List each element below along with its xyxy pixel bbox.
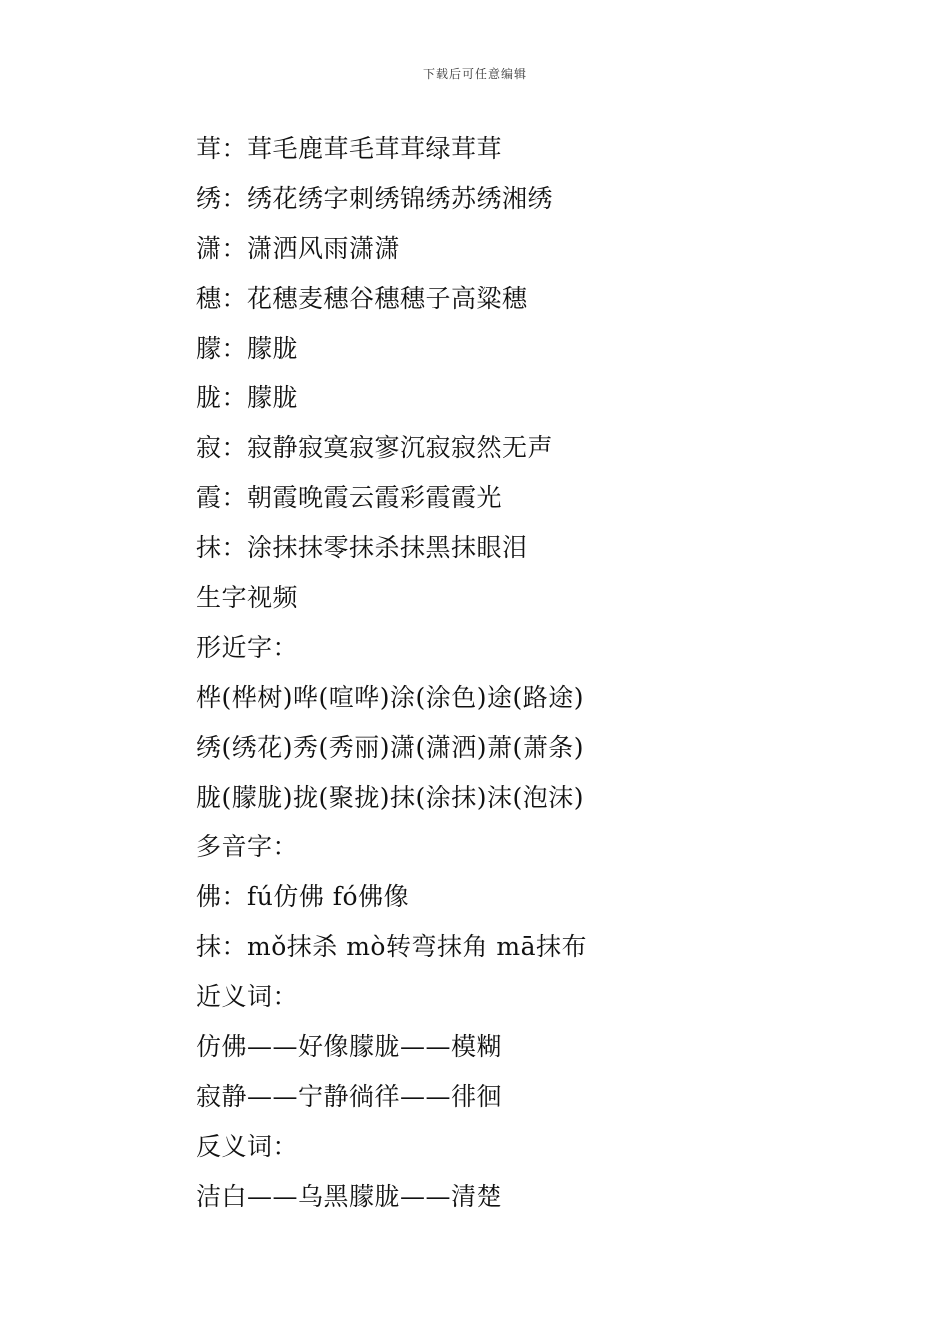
section-heading-polyphones: 多音字： [196,832,299,862]
document-body [196,124,896,1222]
similar-chars-line: 绣(绣花)秀(秀丽)潇(潇洒)萧(萧条) [196,732,585,762]
synonym-line: 仿佛——好像朦胧——模糊 [196,1032,503,1062]
antonym-line: 洁白——乌黑朦胧——清楚 [196,1181,503,1211]
section-heading-antonyms: 反义词： [196,1131,299,1161]
synonym-line: 寂静——宁静徜徉——徘徊 [196,1081,503,1111]
vocab-line-mo: 抹：涂抹抹零抹杀抹黑抹眼泪 [196,533,528,563]
page-header: 下载后可任意编辑 [422,67,527,81]
vocab-line-sui: 穗：花穗麦穗谷穗穗子高粱穗 [196,283,528,313]
similar-chars-line: 胧(朦胧)拢(聚拢)抹(涂抹)沫(泡沫) [196,782,585,812]
vocab-line-ji: 寂：寂静寂寞寂寥沉寂寂然无声 [196,433,554,463]
vocab-line-xia: 霞：朝霞晚霞云霞彩霞霞光 [196,483,503,513]
polyphone-line: 抹：mǒ抹杀 mò转弯抹角 mā抹布 [196,932,588,962]
vocab-line-rong: 茸：茸毛鹿茸毛茸茸绿茸茸 [196,134,503,163]
video-link-text: 生字视频 [196,583,299,613]
polyphone-line: 佛：fú仿佛 fó佛像 [196,882,410,912]
vocab-line-meng: 朦：朦胧 [196,333,299,363]
similar-chars-line: 桦(桦树)哗(喧哗)涂(涂色)途(路途) [196,682,585,712]
section-heading-synonyms: 近义词： [196,982,299,1012]
vocab-line-long: 胧：朦胧 [196,383,299,413]
vocab-line-xiu: 绣：绣花绣字刺绣锦绣苏绣湘绣 [196,183,554,213]
section-heading-similar-chars: 形近字： [196,632,299,662]
vocab-line-xiao: 潇：潇洒风雨潇潇 [196,233,401,263]
